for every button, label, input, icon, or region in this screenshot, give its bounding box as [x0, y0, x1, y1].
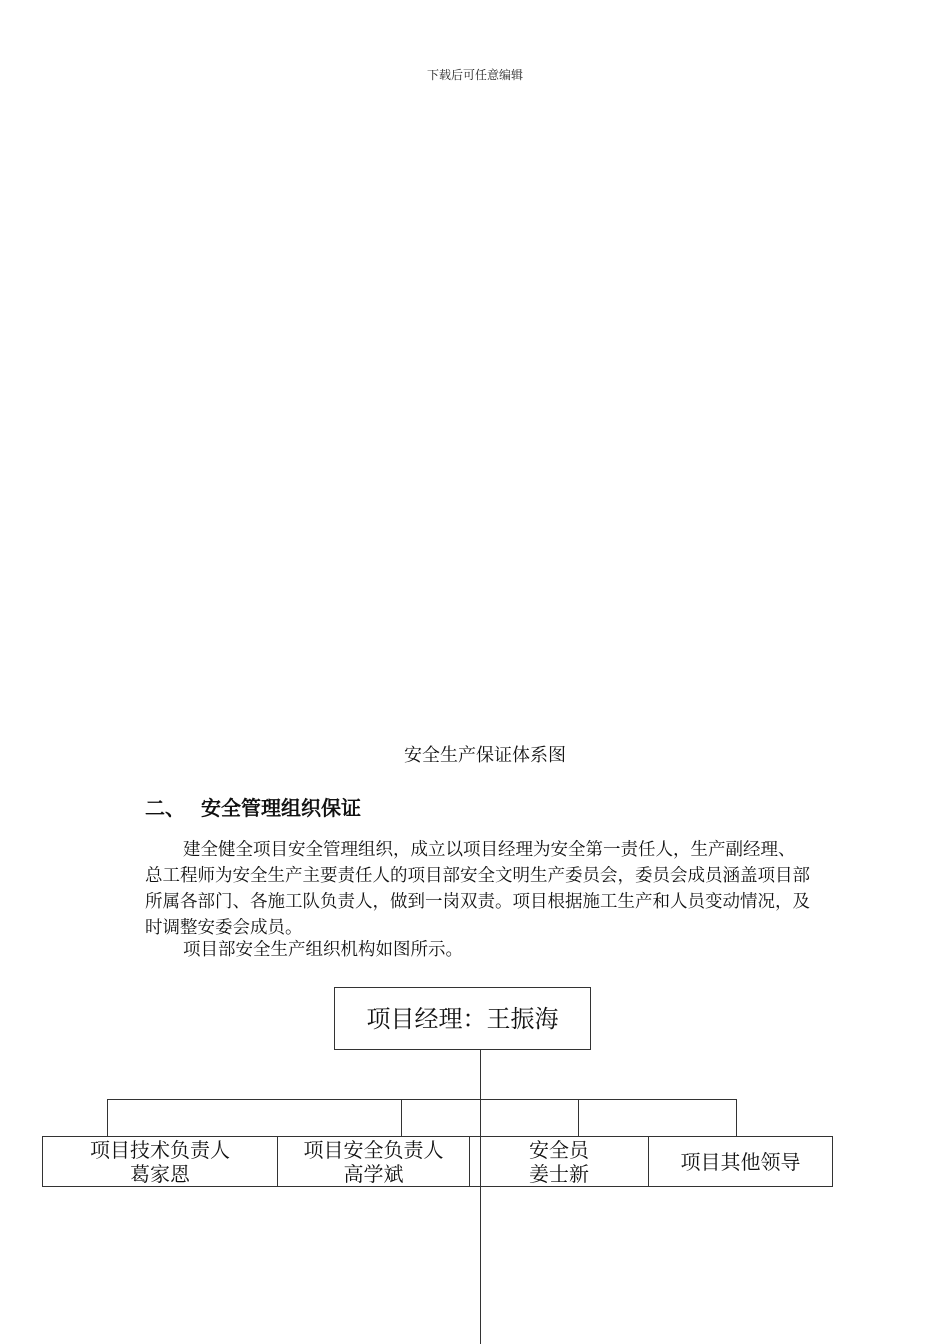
paragraph-organization: 建全健全项目安全管理组织，成立以项目经理为安全第一责任人，生产副经理、总工程师为安全生产主要责任人的项目部安全文明生产委员会，委员会成员涵盖项目部所属各部门、各施工队负责人，做到一岗双责。项目根据施工生产和人员变动情况，及时调整安委会成员。	[145, 840, 810, 938]
safety-lead-title: 项目安全负责人	[303, 1137, 444, 1162]
connector-drop-4	[736, 1099, 737, 1137]
safety-officer-name: 姜士新	[529, 1161, 589, 1186]
paragraph-figure-reference: 项目部安全生产组织机构如图所示。	[183, 940, 463, 960]
connector-drop-1	[107, 1099, 108, 1137]
figure-caption: 安全生产保证体系图	[404, 745, 566, 766]
other-leaders-title: 项目其他领导	[680, 1149, 801, 1174]
section-number: 二、	[145, 796, 185, 820]
connector-horizontal	[107, 1099, 737, 1100]
other-leaders-box	[648, 1136, 833, 1187]
safety-officer-title: 安全员	[529, 1137, 589, 1162]
section-title: 安全管理组织保证	[201, 796, 361, 820]
header-note: 下载后可任意编辑	[426, 68, 523, 82]
safety-lead-name: 高学斌	[343, 1161, 404, 1186]
connector-drop-2	[401, 1099, 402, 1137]
connector-through-box	[480, 1136, 481, 1187]
connector-drop-3	[578, 1099, 579, 1137]
safety-lead-box	[277, 1136, 470, 1187]
technical-lead-box	[42, 1136, 278, 1187]
technical-lead-title: 项目技术负责人	[90, 1137, 230, 1162]
project-manager-label: 项目经理：王振海	[366, 1004, 559, 1033]
connector-vertical-main	[480, 1050, 481, 1344]
project-manager-box	[334, 987, 591, 1050]
safety-officer-box	[469, 1136, 649, 1187]
technical-lead-name: 葛家恩	[130, 1161, 190, 1186]
